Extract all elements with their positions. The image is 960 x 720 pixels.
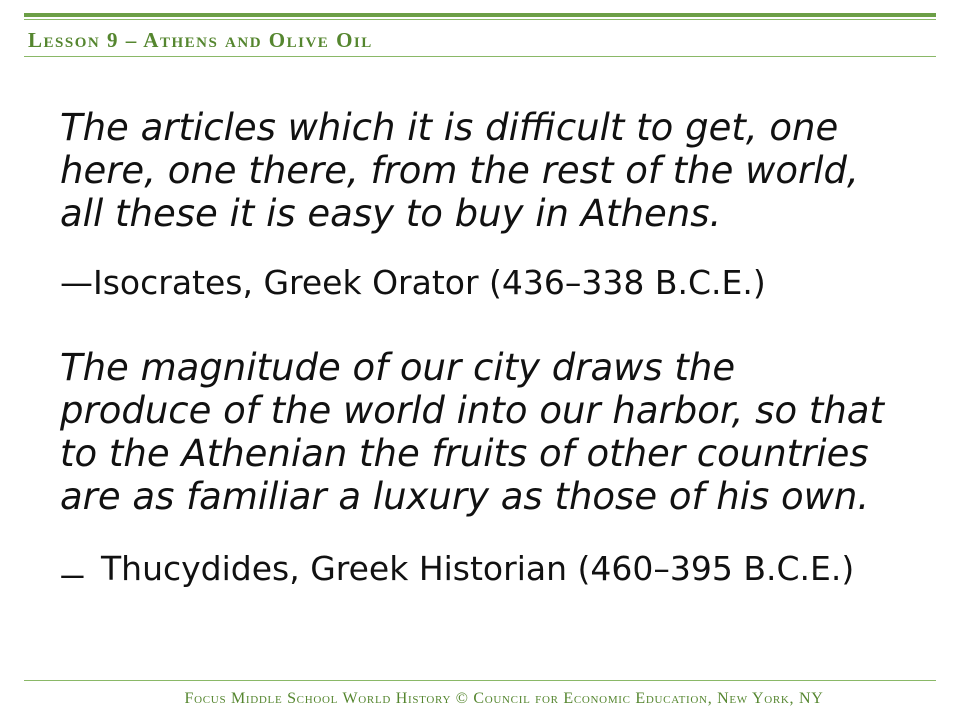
attribution-dash: — bbox=[60, 555, 85, 594]
top-accent-rule bbox=[24, 19, 936, 20]
quote-line: The articles which it is difficult to get, one bbox=[60, 106, 839, 149]
attribution-text: Thucydides, Greek Historian (460–395 B.C.E.) bbox=[101, 549, 855, 588]
quote-line: here, one there, from the rest of the world, bbox=[60, 149, 859, 192]
header-divider bbox=[24, 56, 936, 57]
thucydides-quote bbox=[60, 346, 884, 518]
quote-line: The magnitude of our city draws the bbox=[60, 346, 736, 389]
footer-divider bbox=[24, 680, 936, 681]
isocrates-quote bbox=[60, 106, 859, 235]
lesson-title: Lesson 9 – Athens and Olive Oil bbox=[28, 28, 373, 52]
quote-line: to the Athenian the fruits of other countries bbox=[60, 432, 869, 475]
quote-line: produce of the world into our harbor, so that bbox=[60, 389, 884, 432]
footer-credit: Focus Middle School World History © Council for Economic Education, New York, NY bbox=[184, 690, 824, 707]
thucydides-attribution bbox=[60, 549, 855, 594]
isocrates-attribution: —Isocrates, Greek Orator (436–338 B.C.E.) bbox=[60, 263, 766, 302]
top-accent-bar bbox=[24, 13, 936, 17]
quote-line: all these it is easy to buy in Athens. bbox=[60, 192, 722, 235]
quote-line: are as familiar a luxury as those of his own. bbox=[60, 475, 870, 518]
